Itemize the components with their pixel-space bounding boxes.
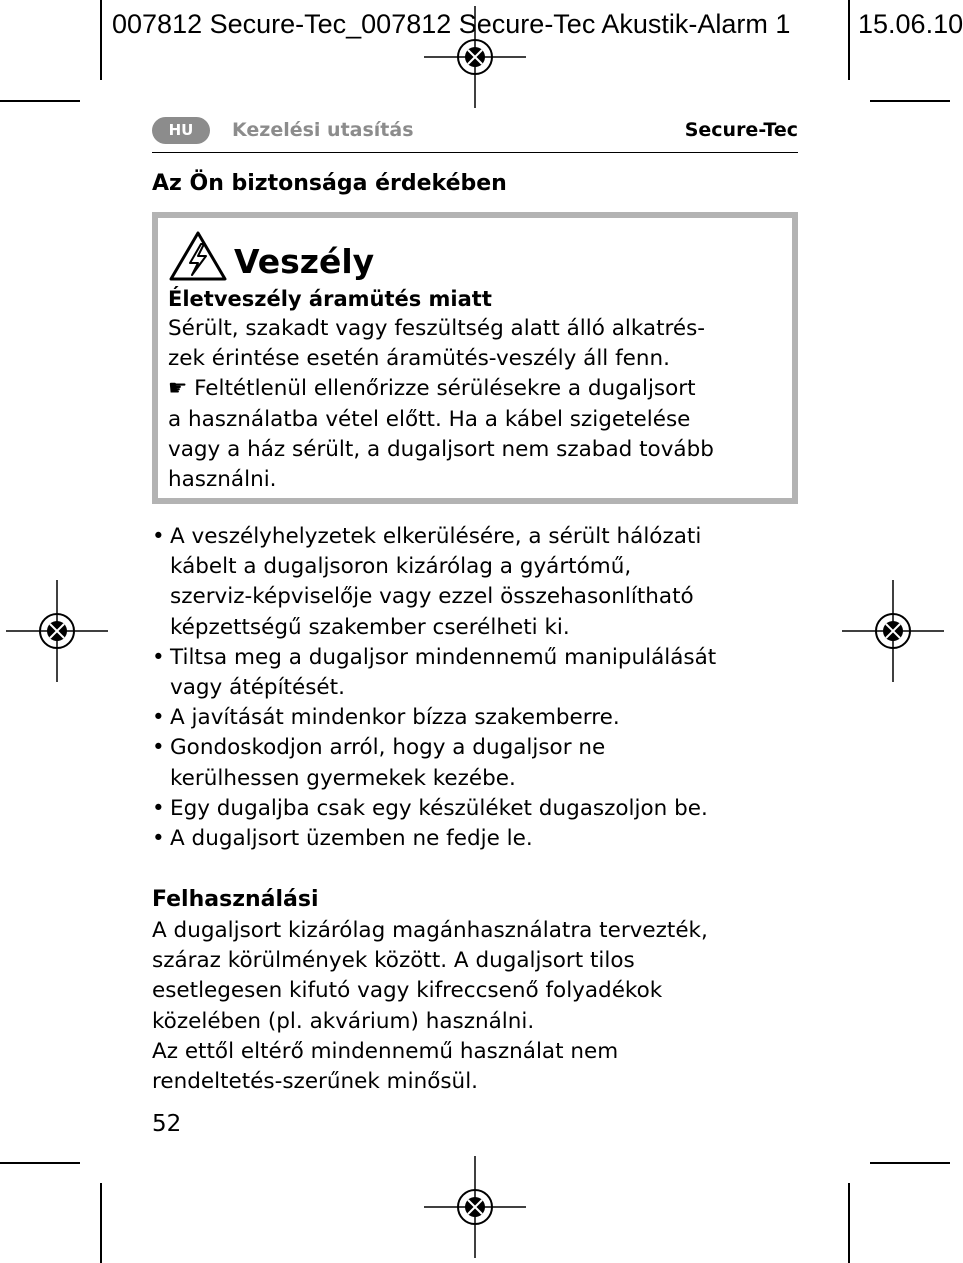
usage-section-title: Felhasználási — [152, 887, 319, 912]
brand-name: Secure-Tec — [684, 119, 798, 141]
list-item — [152, 794, 798, 824]
list-item — [152, 733, 798, 793]
crop-mark-bottom-left-vertical — [100, 1183, 102, 1263]
crop-mark-top-slug-divider — [848, 0, 850, 80]
crop-mark-bottom-right-vertical — [848, 1183, 850, 1263]
list-item-line: vagy átépítését. — [170, 675, 345, 701]
bullet-point: • — [152, 735, 165, 761]
safety-bullet-list — [152, 522, 798, 854]
list-item — [152, 643, 798, 703]
warning-line: ☛ Feltétlenül ellenőrizze sérülésekre a dugaljsort — [168, 376, 696, 402]
warning-line: a használatba vétel előtt. Ha a kábel szigetelése — [168, 406, 691, 432]
list-item-line: szerviz-képviselője vagy ezzel összehasonlítható — [170, 584, 694, 610]
list-item-line: Tiltsa meg a dugaljsor mindennemű manipulálását — [170, 644, 717, 670]
bullet-point: • — [152, 705, 165, 731]
bullet-point: • — [152, 826, 165, 852]
slug-filename: 007812 Secure-Tec_007812 Secure-Tec Akustik-Alarm 1 — [112, 9, 791, 39]
registration-mark-top-icon — [424, 6, 526, 108]
usage-line: közelében (pl. akvárium) használni. — [152, 1008, 535, 1034]
list-item-line: kábelt a dugaljsoron kizárólag a gyártómű, — [170, 554, 632, 580]
usage-line: száraz körülmények között. A dugaljsort tilos — [152, 948, 635, 974]
list-item-line: A javítását mindenkor bízza szakemberre. — [170, 705, 620, 731]
section-title: Az Ön biztonsága érdekében — [152, 171, 507, 196]
usage-line: rendeltetés-szerűnek minősül. — [152, 1069, 478, 1095]
warning-line: zek érintése esetén áramütés-veszély áll fenn. — [168, 346, 670, 372]
page-number: 52 — [152, 1111, 182, 1137]
language-badge: HU — [152, 117, 210, 144]
crop-mark-bottom-left-horizontal — [0, 1162, 80, 1164]
warning-text — [168, 314, 790, 495]
danger-warning-box — [152, 212, 798, 504]
registration-mark-left-icon — [6, 580, 108, 682]
usage-line: esetlegesen kifutó vagy kifreccsenő folyadékok — [152, 978, 663, 1004]
usage-section-text — [152, 916, 798, 1097]
registration-mark-bottom-icon — [424, 1156, 526, 1258]
list-item — [152, 703, 798, 733]
warning-line: használni. — [168, 467, 277, 493]
list-item-line: A veszélyhelyzetek elkerülésére, a sérült hálózati — [170, 524, 702, 549]
warning-line: Sérült, szakadt vagy feszültség alatt álló alkatrés- — [168, 316, 706, 341]
list-item-line: Egy dugaljba csak egy készüléket dugaszoljon be. — [170, 795, 708, 821]
registration-mark-right-icon — [842, 580, 944, 682]
bullet-point: • — [152, 644, 165, 670]
bullet-point: • — [152, 524, 165, 549]
crop-mark-bottom-right-horizontal — [870, 1162, 950, 1164]
crop-mark-top-right-horizontal — [870, 100, 950, 102]
list-item-line: képzettségű szakember cserélheti ki. — [170, 614, 570, 640]
list-item-line: A dugaljsort üzemben ne fedje le. — [170, 826, 533, 852]
warning-line: vagy a ház sérült, a dugaljsort nem szabad tovább — [168, 436, 714, 462]
slug-date: 15.06.10 — [858, 9, 963, 39]
usage-line: A dugaljsort kizárólag magánhasználatra tervezték, — [152, 918, 708, 943]
electric-shock-warning-icon — [168, 230, 228, 282]
crop-mark-top-left-horizontal — [0, 100, 80, 102]
warning-subtitle: Életveszély áramütés miatt — [168, 287, 492, 311]
document-type-label: Kezelési utasítás — [232, 119, 414, 141]
warning-title: Veszély — [234, 242, 375, 281]
list-item-line: Gondoskodjon arról, hogy a dugaljsor ne — [170, 735, 606, 761]
print-slug — [112, 4, 963, 44]
crop-mark-top-left-vertical — [100, 0, 102, 80]
list-item-line: kerülhessen gyermekek kezébe. — [170, 765, 516, 791]
page-header — [152, 114, 798, 153]
bullet-point: • — [152, 795, 165, 821]
list-item — [152, 824, 798, 854]
list-item — [152, 522, 798, 643]
usage-line: Az ettől eltérő mindennemű használat nem — [152, 1038, 619, 1064]
